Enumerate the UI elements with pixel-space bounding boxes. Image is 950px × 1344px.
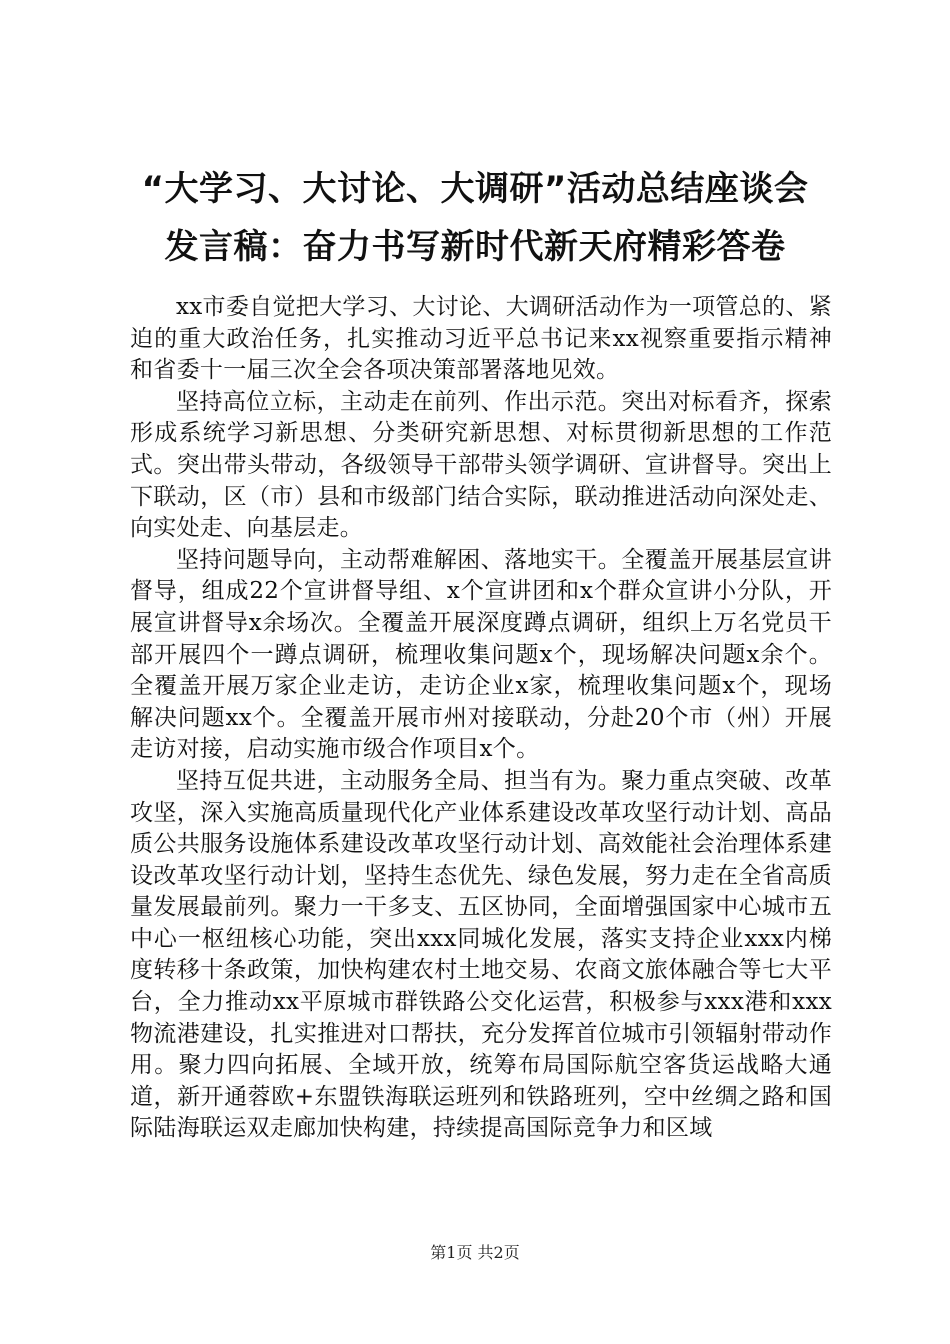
title-line-2: 发言稿：奋力书写新时代新天府精彩答卷 (164, 227, 786, 267)
paragraph-3: 坚持问题导向，主动帮难解困、落地实干。全覆盖开展基层宣讲督导，组成22个宣讲督导组、x个宣讲团和x个群众宣讲小分队，开展宣讲督导x余场次。全覆盖开展深度蹲点调研，组织上万名党员干部开展四个一蹲点调研，梳理收集问题x个，现场解决问题x余个。全覆盖开展万家企业走访，走访企业x家，梳理收集问题x个，现场解决问题xx个。全覆盖开展市州对接联动，分赴20个市（州）开展走访对接，启动实施市级合作项目x个。 (130, 546, 832, 763)
paragraph-4: 坚持互促共进，主动服务全局、担当有为。聚力重点突破、改革攻坚，深入实施高质量现代化产业体系建设改革攻坚行动计划、高品质公共服务设施体系建设改革攻坚行动计划、高效能社会治理体系建设改革攻坚行动计划，坚持生态优先、绿色发展，努力走在全省高质量发展最前列。聚力一干多支、五区协同，全面增强国家中心城市五中心一枢纽核心功能，突出xxx同城化发展，落实支持企业xxx内梯度转移十条政策，加快构建农村土地交易、农商文旅体融合等七大平台，全力推动xx平原城市群铁路公交化运营，积极参与xxx港和xxx物流港建设，扎实推进对口帮扶，充分发挥首位城市引领辐射带动作用。聚力四向拓展、全域开放，统筹布局国际航空客货运战略大通道，新开通蓉欧+东盟铁海联运班列和铁路班列，空中丝绸之路和国际陆海联运双走廊加快构建，持续提高国际竞争力和区域 (130, 767, 832, 1142)
document-body (130, 292, 832, 1145)
page-number-footer: 第1页 共2页 (430, 1243, 520, 1262)
paragraph-1: xx市委自觉把大学习、大讨论、大调研活动作为一项管总的、紧迫的重大政治任务，扎实推动习近平总书记来xx视察重要指示精神和省委十一届三次全会各项决策部署落地见效。 (130, 294, 832, 384)
paragraph-2: 坚持高位立标，主动走在前列、作出示范。突出对标看齐，探索形成系统学习新思想、分类研究新思想、对标贯彻新思想的工作范式。突出带头带动，各级领导干部带头领学调研、宣讲督导。突出上下联动，区（市）县和市级部门结合实际，联动推进活动向深处走、向实处走、向基层走。 (130, 388, 832, 542)
document-title (100, 160, 850, 276)
title-line-1: “大学习、大讨论、大调研”活动总结座谈会 (141, 169, 809, 209)
